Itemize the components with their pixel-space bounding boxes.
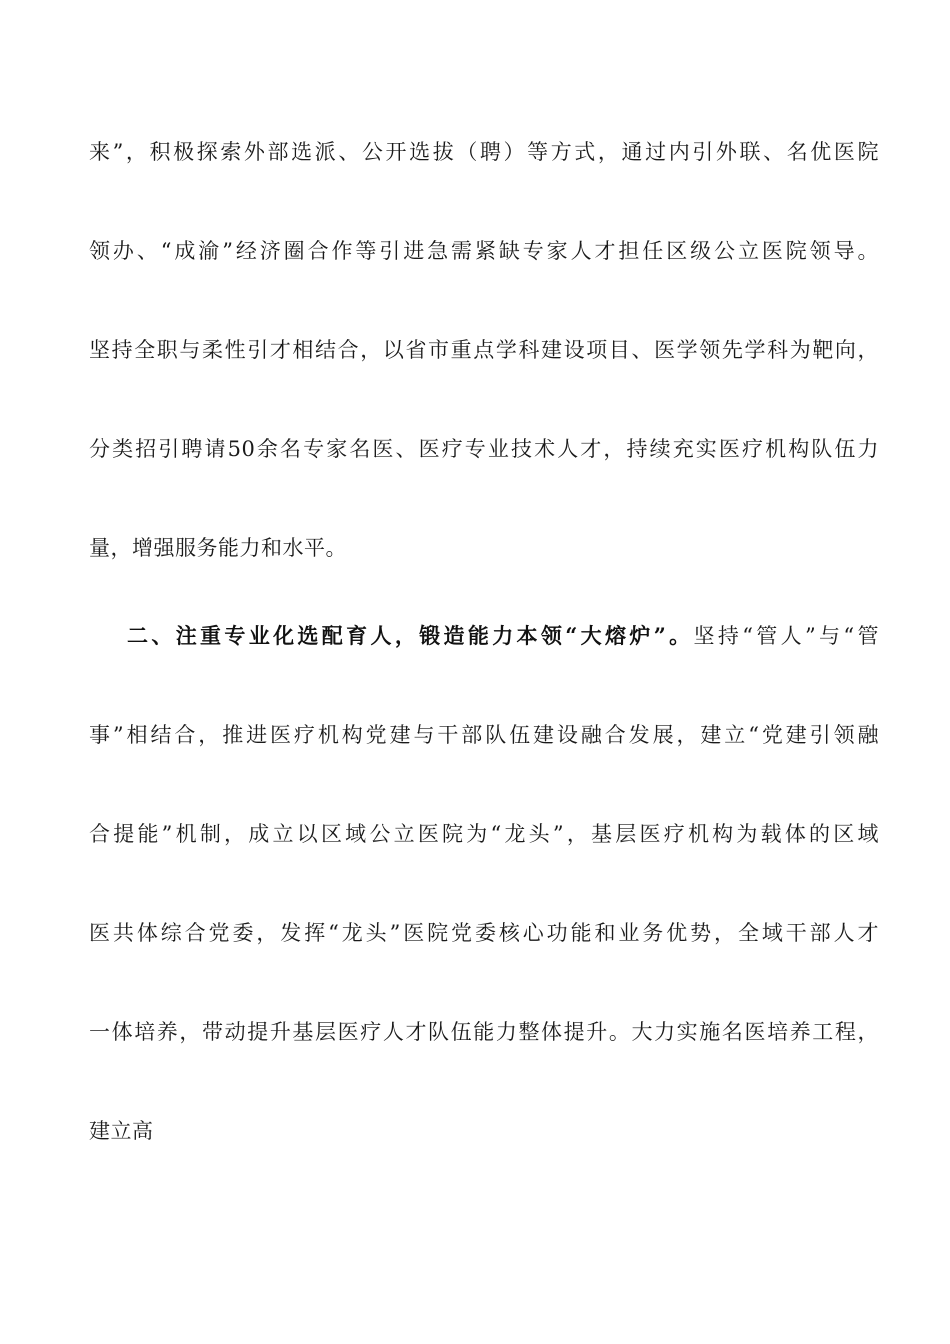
section-heading-continuation: 坚持“管人”与“管 — [693, 624, 879, 648]
paragraph-line: 来”，积极探索外部选派、公开选拔（聘）等方式，通过内引外联、名优医院 — [89, 140, 879, 164]
paragraph-line: 建立高 — [89, 1119, 154, 1143]
paragraph-line: 事”相结合，推进医疗机构党建与干部队伍建设融合发展，建立“党建引领融 — [89, 723, 879, 747]
paragraph-line: 坚持全职与柔性引才相结合，以省市重点学科建设项目、医学领先学科为靶向， — [89, 338, 879, 362]
paragraph-line: 一体培养，带动提升基层医疗人才队伍能力整体提升。大力实施名医培养工程， — [89, 1020, 879, 1044]
paragraph-line: 分类招引聘请50余名专家名医、医疗专业技术人才，持续充实医疗机构队伍力 — [89, 437, 879, 461]
paragraph-line: 医共体综合党委，发挥“龙头”医院党委核心功能和业务优势，全域干部人才 — [89, 921, 879, 945]
paragraph-line: 量，增强服务能力和水平。 — [89, 536, 347, 560]
section-heading-line — [127, 621, 879, 651]
paragraph-line: 领办、“成渝”经济圈合作等引进急需紧缺专家人才担任区级公立医院领导。 — [89, 239, 879, 263]
section-heading: 二、注重专业化选配育人，锻造能力本领“大熔炉”。 — [127, 623, 694, 648]
paragraph-line: 合提能”机制，成立以区域公立医院为“龙头”，基层医疗机构为载体的区域 — [89, 822, 879, 846]
